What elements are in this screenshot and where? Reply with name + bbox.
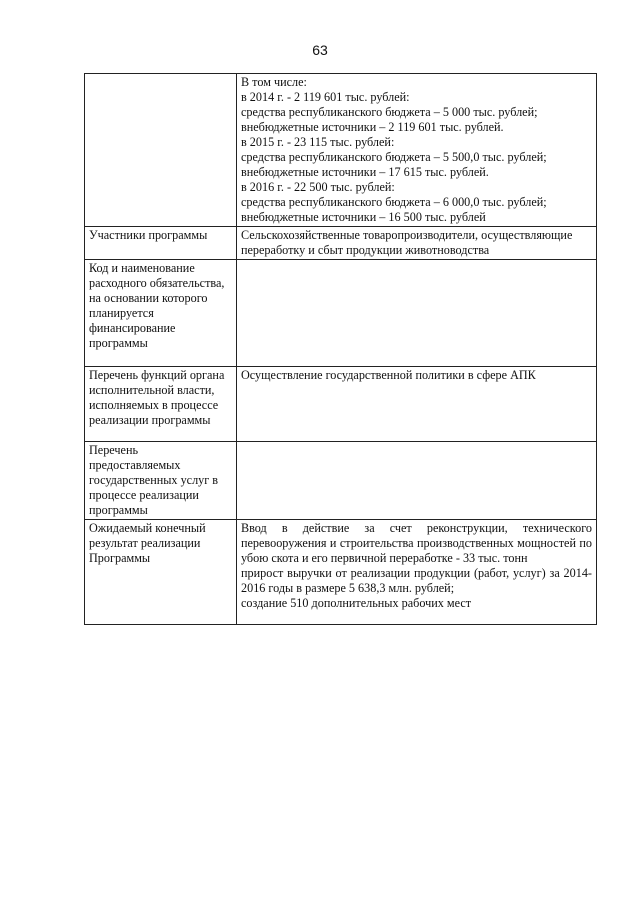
text-line: прирост выручки от реализации продукции (работ, услуг) за 2014-2016 годы в размере 5 638,3 млн. рублей; <box>241 566 592 595</box>
row-label: Перечень предоставляемых государственных услуг в процессе реализации программы <box>85 442 237 520</box>
table-row <box>85 260 597 367</box>
table-row <box>85 74 597 227</box>
text-line: Сельскохозяйственные товаропроизводители, осуществляющие <box>241 228 573 242</box>
participants-cell <box>237 227 597 260</box>
text-line: средства республиканского бюджета – 5 000 тыс. рублей; <box>241 105 538 119</box>
text-line: в 2014 г. - 2 119 601 тыс. рублей: <box>241 90 410 104</box>
row-label <box>85 74 237 227</box>
text-line: Осуществление государственной политики в сфере АПК <box>241 368 536 382</box>
text-line: в 2015 г. - 23 115 тыс. рублей: <box>241 135 395 149</box>
expected-result-cell <box>237 520 597 625</box>
table-row <box>85 367 597 442</box>
table-row <box>85 520 597 625</box>
page-number: 63 <box>312 42 328 58</box>
row-label: Код и наименование расходного обязательства, на основании которого планируется финансирование программы <box>85 260 237 367</box>
text-line: В том числе: <box>241 75 307 89</box>
text-line: в 2016 г. - 22 500 тыс. рублей: <box>241 180 395 194</box>
table-row <box>85 442 597 520</box>
text-line: средства республиканского бюджета – 5 500,0 тыс. рублей; <box>241 150 547 164</box>
text-line: внебюджетные источники – 16 500 тыс. рублей <box>241 210 486 224</box>
row-label: Ожидаемый конечный результат реализации Программы <box>85 520 237 625</box>
text-line: создание 510 дополнительных рабочих мест <box>241 596 472 610</box>
services-cell <box>237 442 597 520</box>
text-line: Ввод в действие за счет реконструкции, технического перевооружения и строительства производственных мощностей по убою скота и его первичной переработке - 33 тыс. тонн <box>241 521 592 565</box>
text-line: средства республиканского бюджета – 6 000,0 тыс. рублей; <box>241 195 547 209</box>
table-row <box>85 227 597 260</box>
row-label: Перечень функций органа исполнительной власти, исполняемых в процессе реализации программы <box>85 367 237 442</box>
text-line: внебюджетные источники – 2 119 601 тыс. рублей. <box>241 120 504 134</box>
text-line: переработку и сбыт продукции животноводства <box>241 243 490 257</box>
expenditure-code-cell <box>237 260 597 367</box>
row-label: Участники программы <box>85 227 237 260</box>
functions-cell <box>237 367 597 442</box>
text-line: внебюджетные источники – 17 615 тыс. рублей. <box>241 165 489 179</box>
financing-breakdown-cell <box>237 74 597 227</box>
program-passport-table <box>84 73 597 625</box>
